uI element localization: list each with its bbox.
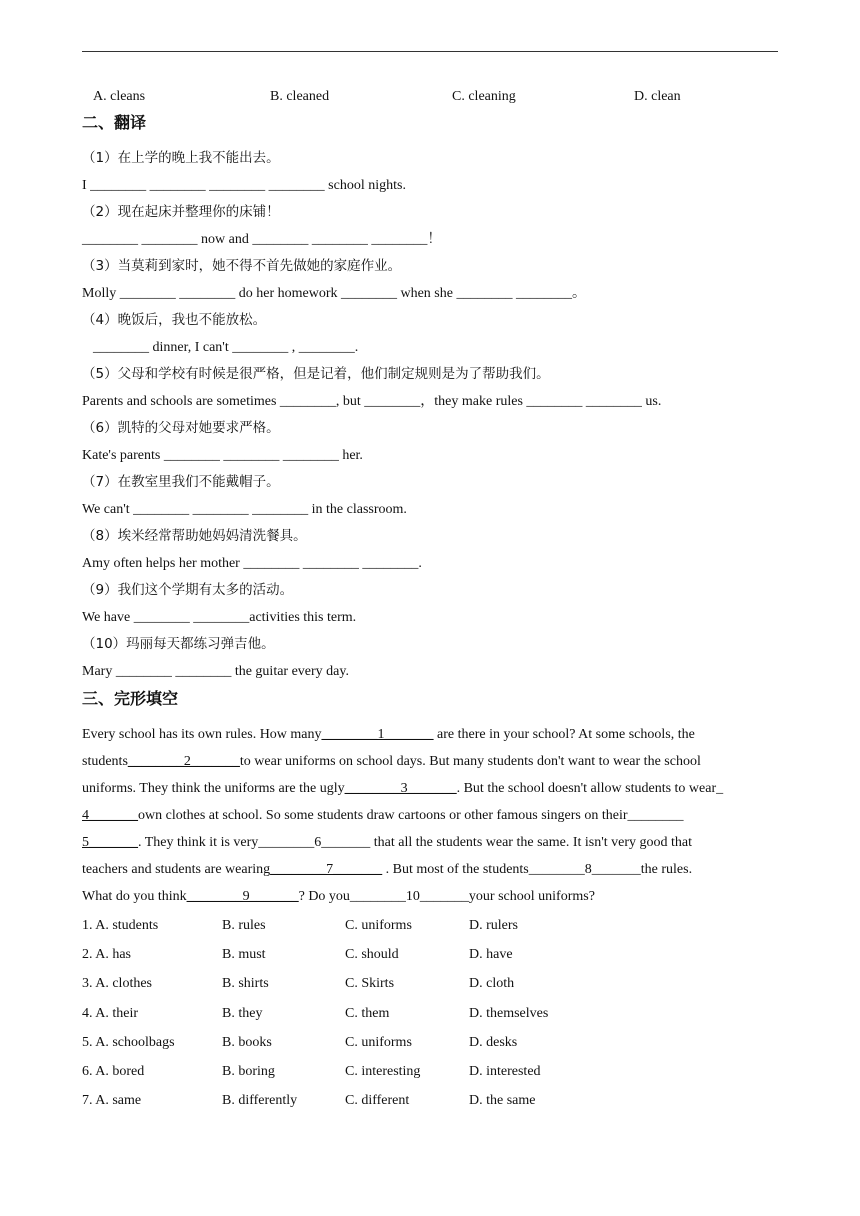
cloze-option: B. must bbox=[222, 947, 266, 962]
cloze-option: 2. A. has bbox=[82, 947, 131, 962]
cloze-option: B. differently bbox=[222, 1093, 298, 1108]
translation-prompt: （7）在教室里我们不能戴帽子。 bbox=[82, 474, 280, 490]
translation-answer: We can't ________ ________ ________ in the classroom. bbox=[82, 502, 407, 517]
translation-prompt: （1）在上学的晚上我不能出去。 bbox=[82, 150, 280, 166]
cloze-option: D. rulers bbox=[469, 918, 518, 933]
translation-prompt: （4）晚饭后，我也不能放松。 bbox=[82, 312, 267, 328]
cloze-option: C. Skirts bbox=[345, 976, 395, 991]
cloze-blank: 5_______ bbox=[82, 835, 138, 850]
cloze-text: . They think it is very________6_______ that all the students wear the same. It isn't very good that bbox=[138, 835, 693, 850]
cloze-text: teachers and students are wearing bbox=[82, 862, 271, 877]
translation-prompt: （3）当莫莉到家时，她不得不首先做她的家庭作业。 bbox=[82, 258, 402, 274]
translation-prompt: （2）现在起床并整理你的床铺！ bbox=[82, 204, 280, 220]
cloze-option: C. interesting bbox=[345, 1064, 421, 1079]
cloze-option: B. boring bbox=[222, 1064, 275, 1079]
cloze-text: own clothes at school. So some students draw cartoons or other famous singers on their________ bbox=[138, 808, 684, 823]
translation-answer: Mary ________ ________ the guitar every day. bbox=[82, 664, 349, 679]
cloze-option: C. should bbox=[345, 947, 399, 962]
translation-prompt: （6）凯特的父母对她要求严格。 bbox=[82, 420, 280, 436]
cloze-blank: 4_______ bbox=[82, 808, 138, 823]
cloze-blank: ________3_______ bbox=[344, 781, 457, 796]
cloze-text: What do you think bbox=[82, 889, 187, 904]
cloze-option: 1. A. students bbox=[82, 918, 159, 933]
translation-answer: Molly ________ ________ do her homework ________ when she ________ ________。 bbox=[82, 286, 586, 301]
option-a: A. cleans bbox=[93, 89, 146, 104]
cloze-line bbox=[82, 780, 723, 798]
cloze-option: B. rules bbox=[222, 918, 266, 933]
cloze-line bbox=[82, 726, 695, 744]
cloze-option: B. they bbox=[222, 1006, 263, 1021]
header-rule bbox=[82, 51, 778, 52]
cloze-text: uniforms. They think the uniforms are the ugly bbox=[82, 781, 345, 796]
translation-answer: Parents and schools are sometimes ________, but ________，they make rules ________ ________ us. bbox=[82, 394, 662, 409]
translation-prompt: （5）父母和学校有时候是很严格，但是记着，他们制定规则是为了帮助我们。 bbox=[82, 366, 550, 382]
cloze-option: B. books bbox=[222, 1035, 272, 1050]
cloze-blank: ________9_______ bbox=[186, 889, 299, 904]
translation-answer: I ________ ________ ________ ________ school nights. bbox=[82, 178, 406, 193]
translation-prompt: （10）玛丽每天都练习弹吉他。 bbox=[82, 636, 275, 652]
translation-answer: ________ dinner, I can't ________ , ________. bbox=[93, 340, 359, 355]
cloze-option: D. have bbox=[469, 947, 513, 962]
cloze-blank: ________2_______ bbox=[127, 754, 240, 769]
translation-answer: Amy often helps her mother ________ ________ ________. bbox=[82, 556, 422, 571]
cloze-option: C. uniforms bbox=[345, 1035, 412, 1050]
cloze-text: students bbox=[82, 754, 128, 769]
cloze-option: 7. A. same bbox=[82, 1093, 142, 1108]
cloze-text: . But most of the students________8_______the rules. bbox=[382, 862, 693, 877]
cloze-text: ? Do you________10_______your school uniforms? bbox=[298, 889, 595, 904]
cloze-option: 6. A. bored bbox=[82, 1064, 145, 1079]
option-c: C. cleaning bbox=[452, 89, 516, 104]
cloze-text: to wear uniforms on school days. But many students don't want to wear the school bbox=[239, 754, 701, 769]
cloze-option: C. uniforms bbox=[345, 918, 412, 933]
cloze-line bbox=[82, 861, 692, 879]
cloze-option: D. desks bbox=[469, 1035, 518, 1050]
translation-answer: ________ ________ now and ________ ________ ________！ bbox=[82, 232, 442, 247]
cloze-option: D. cloth bbox=[469, 976, 515, 991]
cloze-option: D. the same bbox=[469, 1093, 536, 1108]
translation-prompt: （9）我们这个学期有太多的活动。 bbox=[82, 582, 294, 598]
section-title-translation: 二、翻译 bbox=[82, 113, 147, 132]
cloze-text: . But the school doesn't allow students to wear_ bbox=[456, 781, 724, 796]
cloze-option: D. themselves bbox=[469, 1006, 549, 1021]
cloze-blank: ________1_______ bbox=[321, 727, 434, 742]
option-b: B. cleaned bbox=[270, 89, 330, 104]
section-title-cloze: 三、完形填空 bbox=[82, 689, 179, 708]
cloze-option: B. shirts bbox=[222, 976, 269, 991]
cloze-option: 3. A. clothes bbox=[82, 976, 152, 991]
cloze-line bbox=[82, 888, 595, 906]
cloze-line bbox=[82, 753, 701, 771]
translation-answer: We have ________ ________activities this term. bbox=[82, 610, 357, 625]
cloze-option: 4. A. their bbox=[82, 1006, 138, 1021]
cloze-option: 5. A. schoolbags bbox=[82, 1035, 175, 1050]
cloze-line bbox=[82, 807, 684, 825]
translation-prompt: （8）埃米经常帮助她妈妈清洗餐具。 bbox=[82, 528, 307, 544]
cloze-option: C. different bbox=[345, 1093, 410, 1108]
cloze-blank: ________7_______ bbox=[270, 862, 383, 877]
cloze-line bbox=[82, 834, 692, 852]
cloze-text: Every school has its own rules. How many bbox=[82, 727, 322, 742]
translation-answer: Kate's parents ________ ________ ________ her. bbox=[82, 448, 363, 463]
cloze-text: are there in your school? At some schools, the bbox=[433, 727, 695, 742]
option-d: D. clean bbox=[634, 89, 681, 104]
cloze-option: D. interested bbox=[469, 1064, 541, 1079]
cloze-option: C. them bbox=[345, 1006, 390, 1021]
